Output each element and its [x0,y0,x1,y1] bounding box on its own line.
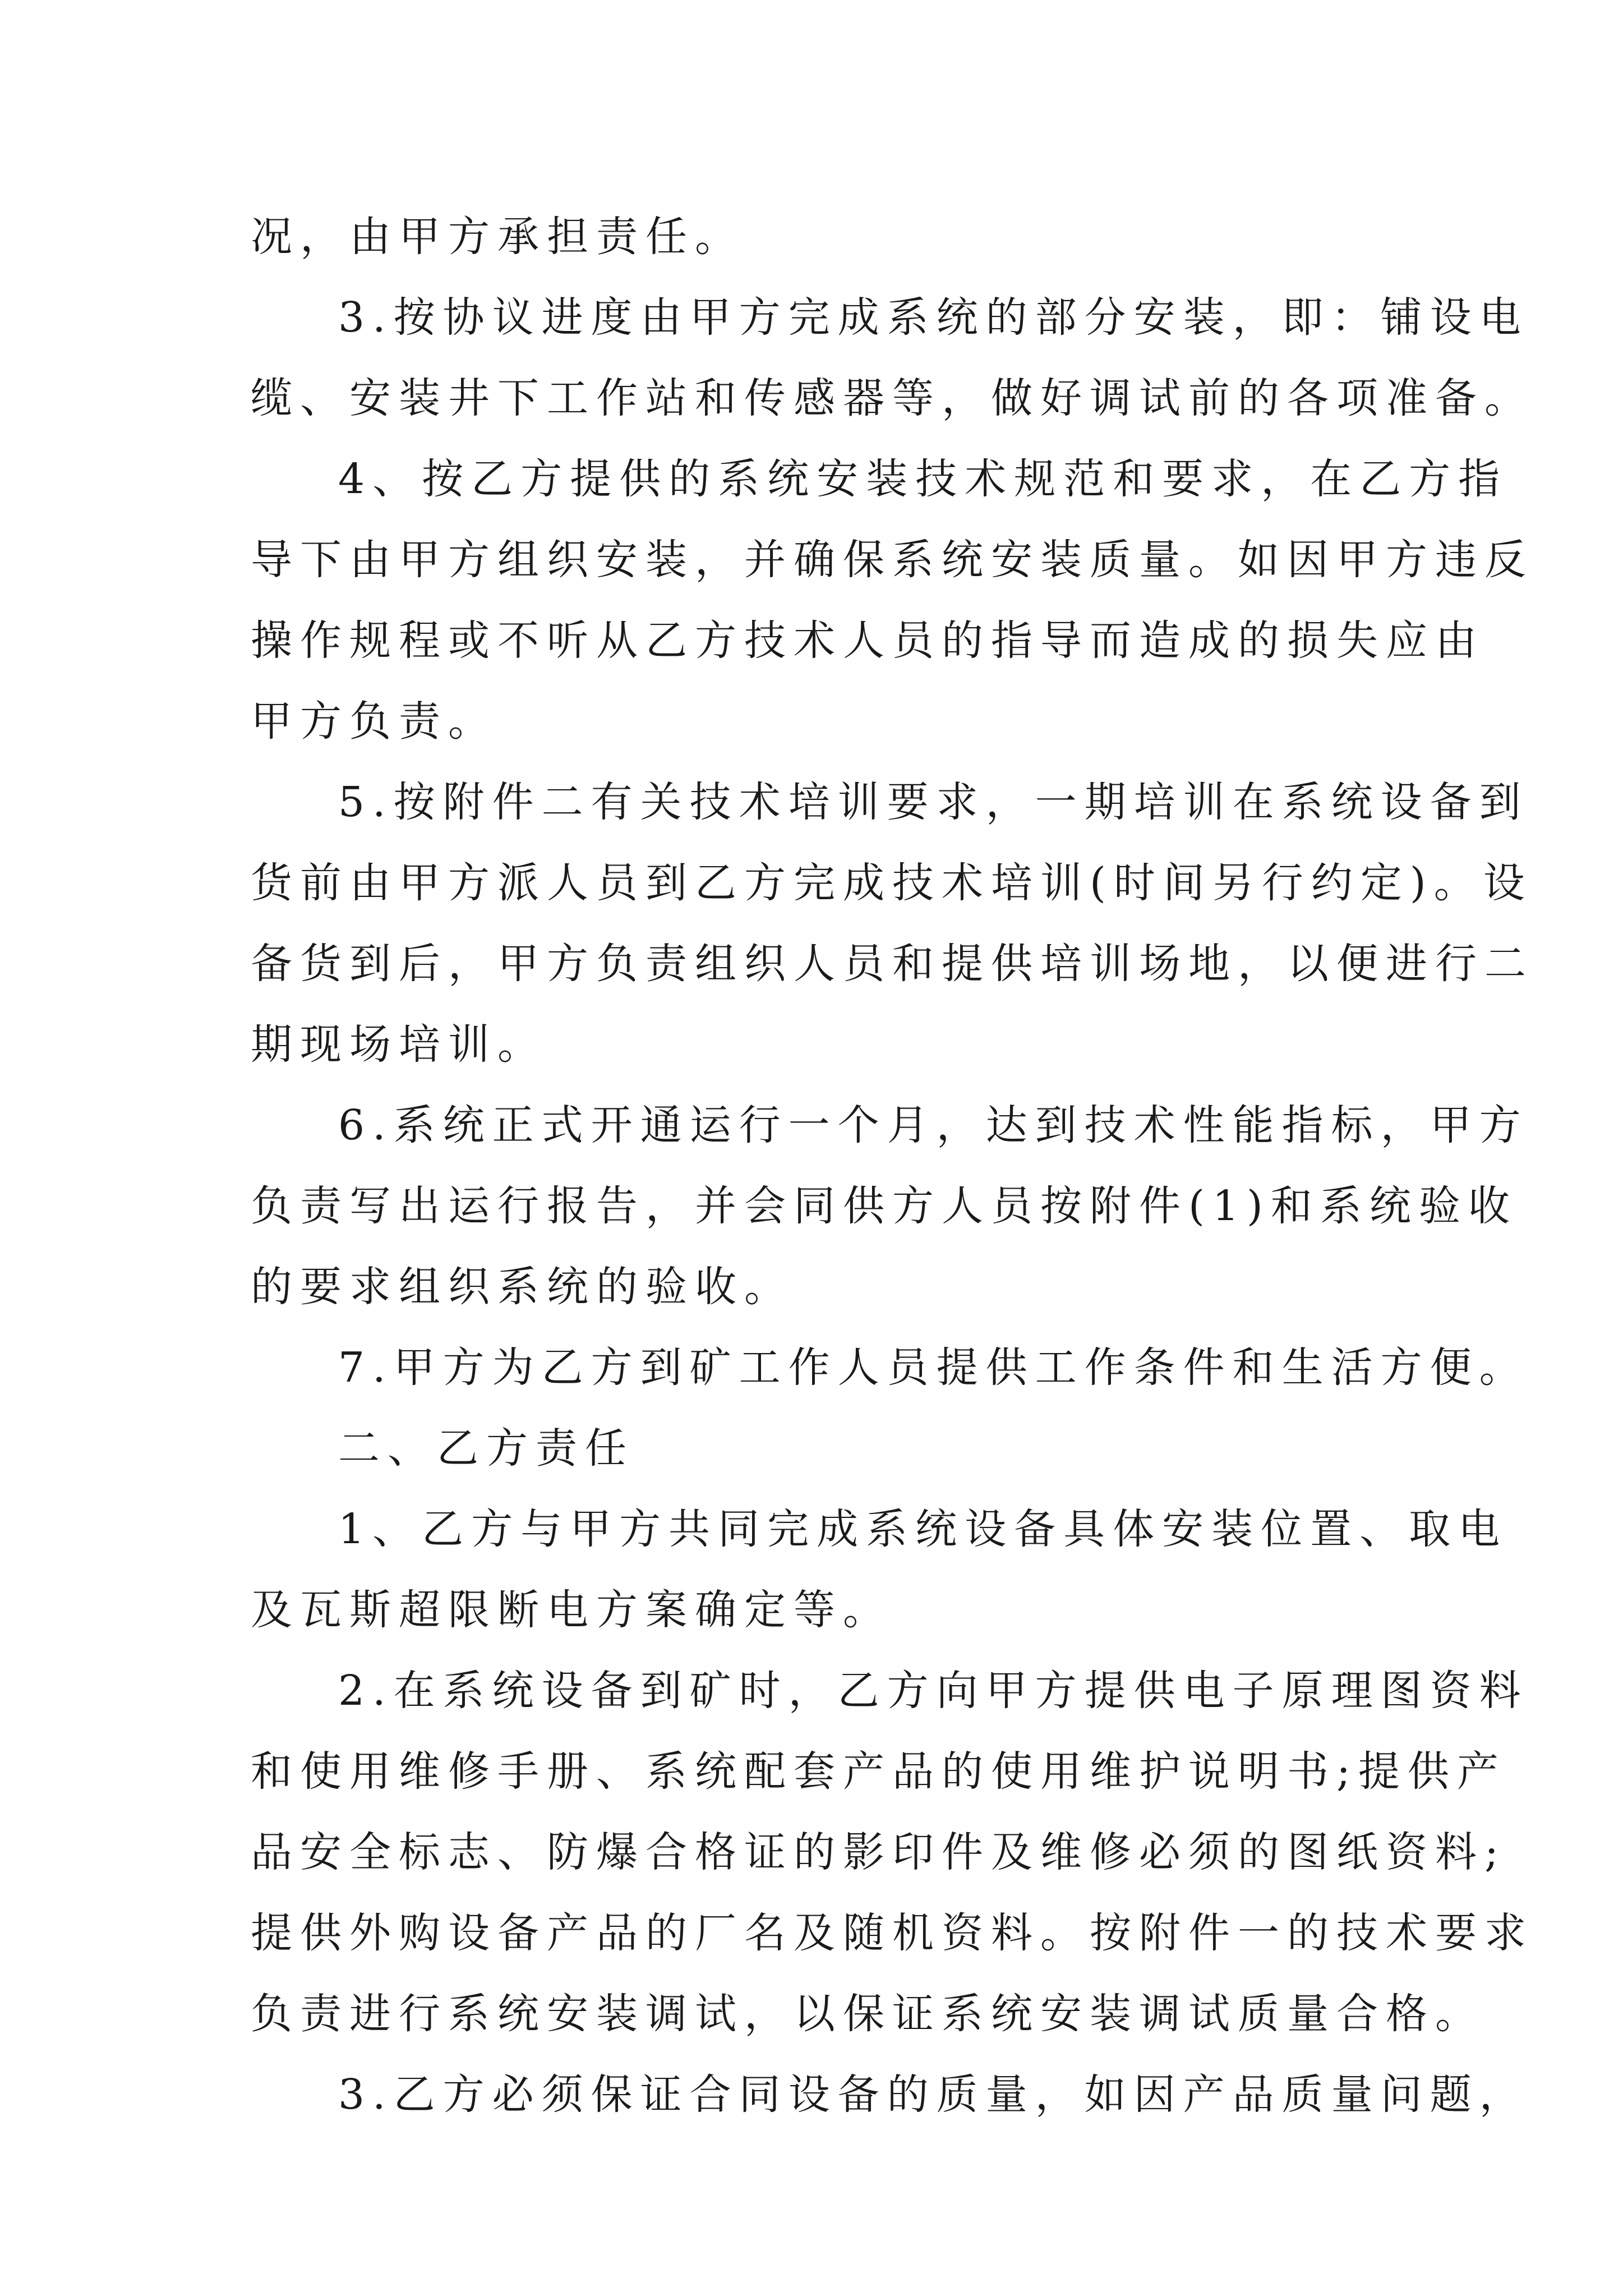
text-line: 1、乙方与甲方共同完成系统设备具体安装位置、取电 [338,1505,1508,1553]
text-line: 的要求组织系统的验收。 [251,1263,794,1311]
text-line: 3.按协议进度由甲方完成系统的部分安装，即：铺设电 [338,293,1529,342]
text-line: 缆、安装井下工作站和传感器等，做好调试前的各项准备。 [251,374,1534,422]
text-line: 7.甲方为乙方到矿工作人员提供工作条件和生活方便。 [338,1343,1529,1392]
text-line: 甲方负责。 [251,697,497,746]
text-line: 5.按附件二有关技术培训要求，一期培训在系统设备到 [338,778,1529,826]
text-line: 品安全标志、防爆合格证的影印件及维修必须的图纸资料; [251,1828,1506,1876]
text-line: 况，由甲方承担责任。 [251,213,744,261]
text-line: 操作规程或不听从乙方技术人员的指导而造成的损失应由 [251,616,1484,665]
text-line: 提供外购设备产品的厂名及随机资料。按附件一的技术要求 [251,1909,1534,1957]
text-line: 货前由甲方派人员到乙方完成技术培训(时间另行约定)。设 [251,859,1533,907]
text-line: 负责进行系统安装调试，以保证系统安装调试质量合格。 [251,1990,1484,2038]
text-line: 3.乙方必须保证合同设备的质量，如因产品质量问题， [338,2070,1529,2119]
text-line: 及瓦斯超限断电方案确定等。 [251,1586,892,1634]
text-line: 和使用维修手册、系统配套产品的使用维护说明书;提供产 [251,1747,1506,1796]
text-line: 期现场培训。 [251,1020,547,1069]
text-line: 备货到后，甲方负责组织人员和提供培训场地，以便进行二 [251,940,1534,988]
document-body [251,196,1534,2135]
text-line: 6.系统正式开通运行一个月，达到技术性能指标，甲方 [338,1101,1529,1149]
text-line: 2.在系统设备到矿时，乙方向甲方提供电子原理图资料 [338,1667,1529,1715]
text-line: 4、按乙方提供的系统安装技术规范和要求，在乙方指 [338,455,1508,503]
text-line: 导下由甲方组织安装，并确保系统安装质量。如因甲方违反 [251,536,1534,584]
text-line: 负责写出运行报告，并会同供方人员按附件(1)和系统验收 [251,1182,1518,1230]
section-heading: 二、乙方责任 [338,1424,634,1473]
